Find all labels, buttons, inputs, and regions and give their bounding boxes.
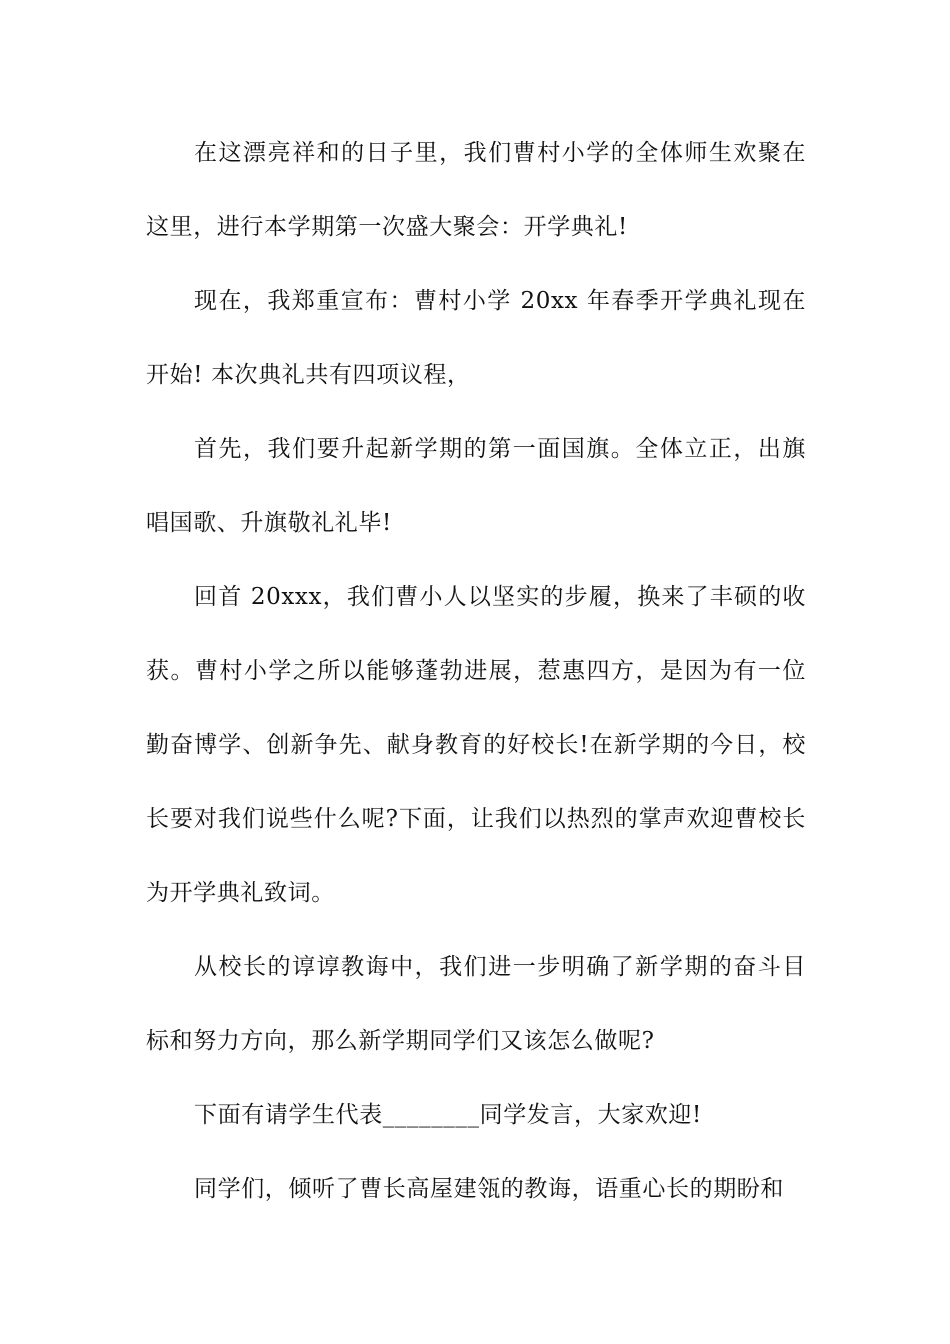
- paragraph-principal-intro: 回首 20xxx，我们曹小人以坚实的步履，换来了丰硕的收获。曹村小学之所以能够蓬勃进展，惹惠四方，是因为有一位勤奋博学、创新争先、献身教育的好校长!在新学期的今日，校长要对我们说些什么呢?下面，让我们以热烈的掌声欢迎曹校长为开学典礼致词。: [146, 584, 806, 906]
- document-body: [146, 116, 806, 1226]
- paragraph-transition: 从校长的谆谆教诲中，我们进一步明确了新学期的奋斗目标和努力方向，那么新学期同学们又该怎么做呢?: [146, 954, 806, 1054]
- paragraph-opening: 在这漂亮祥和的日子里，我们曹村小学的全体师生欢聚在这里，进行本学期第一次盛大聚会：开学典礼!: [146, 140, 806, 240]
- paragraph-announcement: 现在，我郑重宣布：曹村小学 20xx 年春季开学典礼现在开始! 本次典礼共有四项议程，: [146, 288, 806, 388]
- paragraph-student-speech: 下面有请学生代表________同学发言，大家欢迎!: [194, 1102, 702, 1128]
- paragraph-closing: 同学们，倾听了曹长高屋建瓴的教诲，语重心长的期盼和: [194, 1176, 784, 1202]
- paragraph-flag-raising: 首先，我们要升起新学期的第一面国旗。全体立正，出旗唱国歌、升旗敬礼礼毕!: [146, 436, 806, 536]
